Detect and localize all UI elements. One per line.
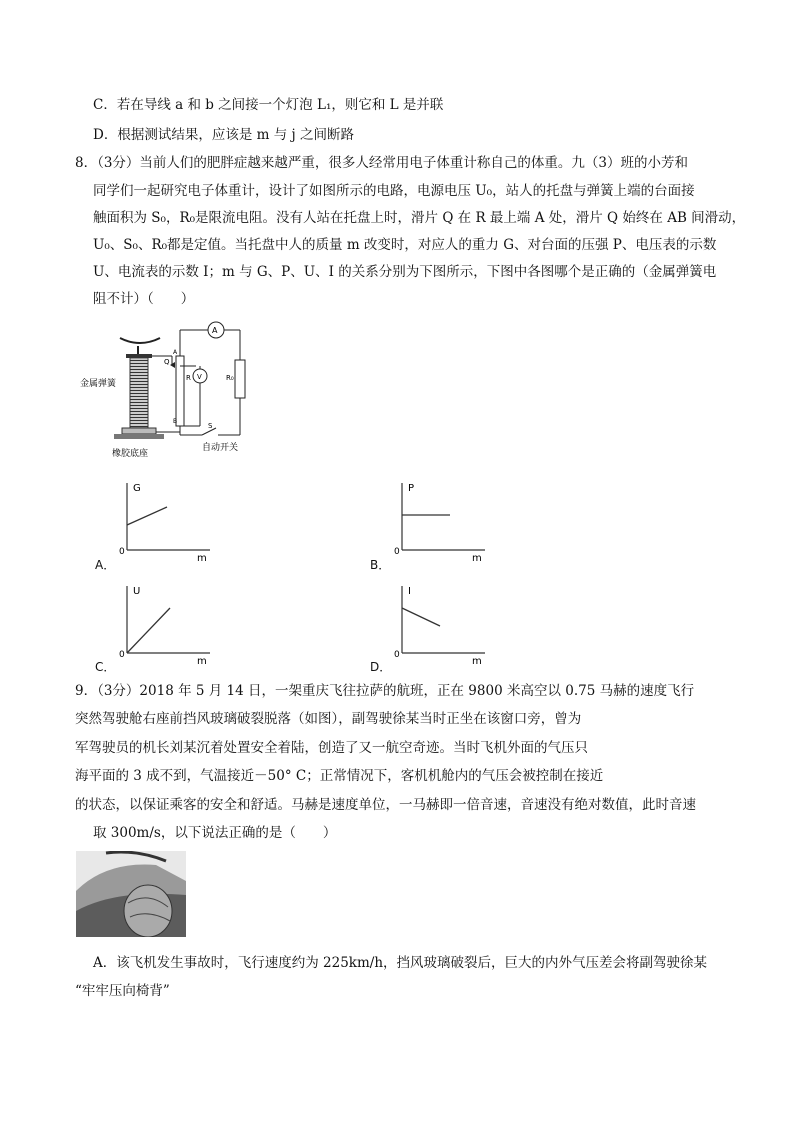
graph-d-x-label: m xyxy=(472,656,482,667)
graph-d-y-label: I xyxy=(408,586,411,597)
q8-stem-line-1: 8．（3分）当前人们的肥胖症越来越严重，很多人经常用电子体重计称自己的体重。九（3）班的小芳和 xyxy=(75,155,689,171)
graph-b xyxy=(390,475,500,565)
q7-option-c: C．若在导线 a 和 b 之间接一个灯泡 L₁，则它和 L 是并联 xyxy=(93,97,444,113)
graph-d-origin: 0 xyxy=(394,650,400,660)
slider-q-label: Q xyxy=(164,358,170,366)
q9-stem-line-1: 9．（3分）2018 年 5 月 14 日，一架重庆飞往拉萨的航班，正在 9800 米高空以 0.75 马赫的速度飞行 xyxy=(75,683,695,699)
q9-stem-line-6: 取 300m/s，以下说法正确的是（ ） xyxy=(93,825,337,841)
circuit-diagram xyxy=(80,320,270,460)
q9-option-a-line-2: “牢牢压向椅背” xyxy=(75,983,170,999)
resistor-r-label: R xyxy=(186,374,191,382)
q9-stem-line-4: 海平面的 3 成不到，气温接近－50° C；正常情况下，客机机舱内的气压会被控制在接近 xyxy=(75,768,604,784)
q8-stem-line-3: 触面积为 S₀，R₀是限流电阻。没有人站在托盘上时，滑片 Q 在 R 最上端 A 处，滑片 Q 始终在 AB 间滑动， xyxy=(93,210,746,226)
q8-stem-line-4: U₀、S₀、R₀都是定值。当托盘中人的质量 m 改变时，对应人的重力 G、对台面的压强 P、电压表的示数 xyxy=(93,237,717,253)
base-label: 橡胶底座 xyxy=(112,449,149,459)
q9-option-a-line-1: A．该飞机发生事故时，飞行速度约为 225km/h，挡风玻璃破裂后，巨大的内外气压差会将副驾驶徐某 xyxy=(93,955,708,971)
graph-d-option: D． xyxy=(370,660,392,674)
q7-option-d: D．根据测试结果，应该是 m 与 j 之间断路 xyxy=(93,127,354,143)
graph-a xyxy=(115,475,225,565)
graph-b-origin: 0 xyxy=(394,547,400,557)
graph-b-option: B． xyxy=(370,558,391,572)
graph-b-x-label: m xyxy=(472,553,482,564)
point-b-label: B xyxy=(173,418,178,425)
graph-c-y-label: U xyxy=(133,586,141,597)
q8-stem-line-6: 阻不计）（ ） xyxy=(93,291,195,307)
graph-a-origin: 0 xyxy=(119,547,125,557)
graph-b-y-label: P xyxy=(408,483,415,494)
switch-label: 自动开关 xyxy=(202,443,239,453)
switch-s-label: S xyxy=(208,422,213,430)
graph-c-origin: 0 xyxy=(119,650,125,660)
point-a-label: A xyxy=(173,349,178,356)
ammeter-symbol: A xyxy=(212,326,218,335)
airplane-cockpit-photo xyxy=(76,851,186,937)
q9-stem-line-2: 突然驾驶舱右座前挡风玻璃破裂脱落（如图），副驾驶徐某当时正坐在该窗口旁，曾为 xyxy=(75,711,582,727)
graph-a-x-label: m xyxy=(197,553,207,564)
graph-a-option: A． xyxy=(95,558,116,572)
graph-c-option: C． xyxy=(95,660,116,674)
q9-stem-line-3: 军驾驶员的机长刘某沉着处置安全着陆，创造了又一航空奇迹。当时飞机外面的气压只 xyxy=(75,740,588,756)
voltmeter-symbol: V xyxy=(197,373,202,381)
q8-stem-line-5: U、电流表的示数 I；m 与 G、P、U、I 的关系分别为下图所示，下图中各图哪个是正确的（金属弹簧电 xyxy=(93,264,717,280)
graph-c xyxy=(115,578,225,668)
graph-d xyxy=(390,578,500,668)
spring-label: 金属弹簧 xyxy=(80,379,117,389)
q9-stem-line-5: 的状态，以保证乘客的安全和舒适。马赫是速度单位，一马赫即一倍音速，音速没有绝对数值，此时音速 xyxy=(75,797,696,813)
resistor-r0-label: R₀ xyxy=(226,374,234,382)
q8-stem-line-2: 同学们一起研究电子体重计，设计了如图所示的电路，电源电压 U₀，站人的托盘与弹簧上端的台面接 xyxy=(93,183,695,199)
graph-c-x-label: m xyxy=(197,656,207,667)
graph-a-y-label: G xyxy=(133,483,141,494)
